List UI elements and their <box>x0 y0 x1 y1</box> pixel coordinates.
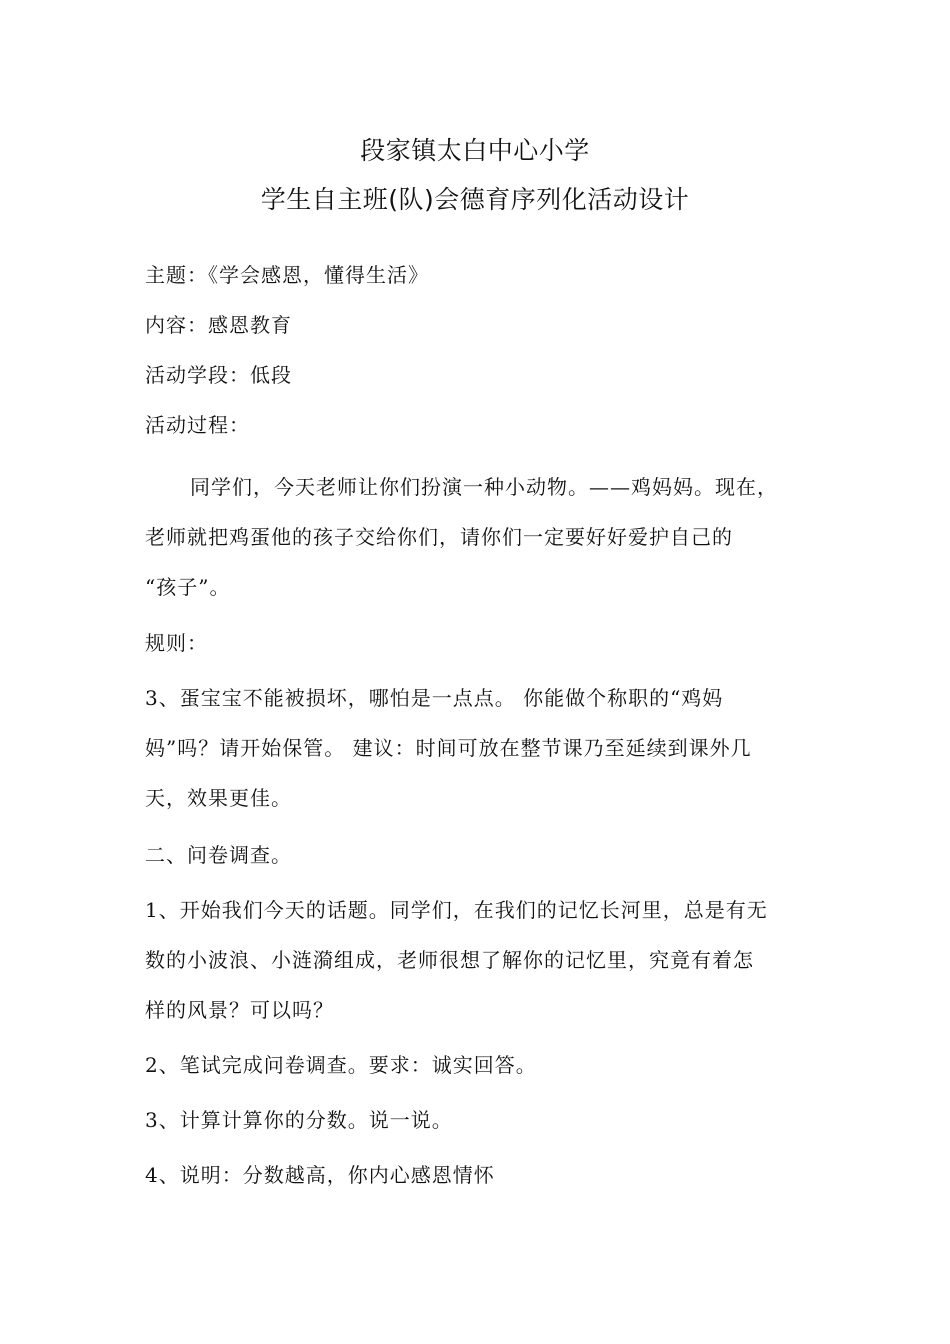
rules-heading: 规则： <box>145 631 208 655</box>
document-subtitle: 学生自主班(队)会德育序列化活动设计 <box>260 185 690 214</box>
intro-line-1: 同学们，今天老师让你们扮演一种小动物。——鸡妈妈。现在， <box>190 475 778 499</box>
survey-item-1-line-1: 1、开始我们今天的话题。同学们，在我们的记忆长河里，总是有无 <box>145 898 768 922</box>
survey-heading: 二、问卷调查。 <box>145 843 292 867</box>
process-heading: 活动过程： <box>145 413 250 437</box>
survey-item-3: 3、计算计算你的分数。说一说。 <box>145 1108 453 1132</box>
rule-3-line-1: 3、蛋宝宝不能被损坏，哪怕是一点点。 你能做个称职的“鸡妈 <box>145 686 724 710</box>
survey-item-2: 2、笔试完成问卷调查。要求：诚实回答。 <box>145 1053 537 1077</box>
school-title: 段家镇太白中心小学 <box>360 136 590 165</box>
intro-line-3: “孩子”。 <box>145 575 231 599</box>
stage-line: 活动学段：低段 <box>145 363 292 387</box>
rule-3-line-3: 天，效果更佳。 <box>145 786 292 810</box>
survey-item-1-line-2: 数的小波浪、小涟漪组成，老师很想了解你的记忆里，究竟有着怎 <box>145 948 754 972</box>
rule-3-line-2: 妈”吗？请开始保管。 建议：时间可放在整节课乃至延续到课外几 <box>145 736 752 760</box>
theme-line: 主题：《学会感恩，懂得生活》 <box>145 263 429 287</box>
survey-item-1-line-3: 样的风景？可以吗？ <box>145 998 334 1022</box>
intro-line-2: 老师就把鸡蛋他的孩子交给你们，请你们一定要好好爱护自己的 <box>145 525 733 549</box>
content-line: 内容：感恩教育 <box>145 313 292 337</box>
survey-item-4: 4、说明：分数越高，你内心感恩情怀 <box>145 1163 495 1187</box>
